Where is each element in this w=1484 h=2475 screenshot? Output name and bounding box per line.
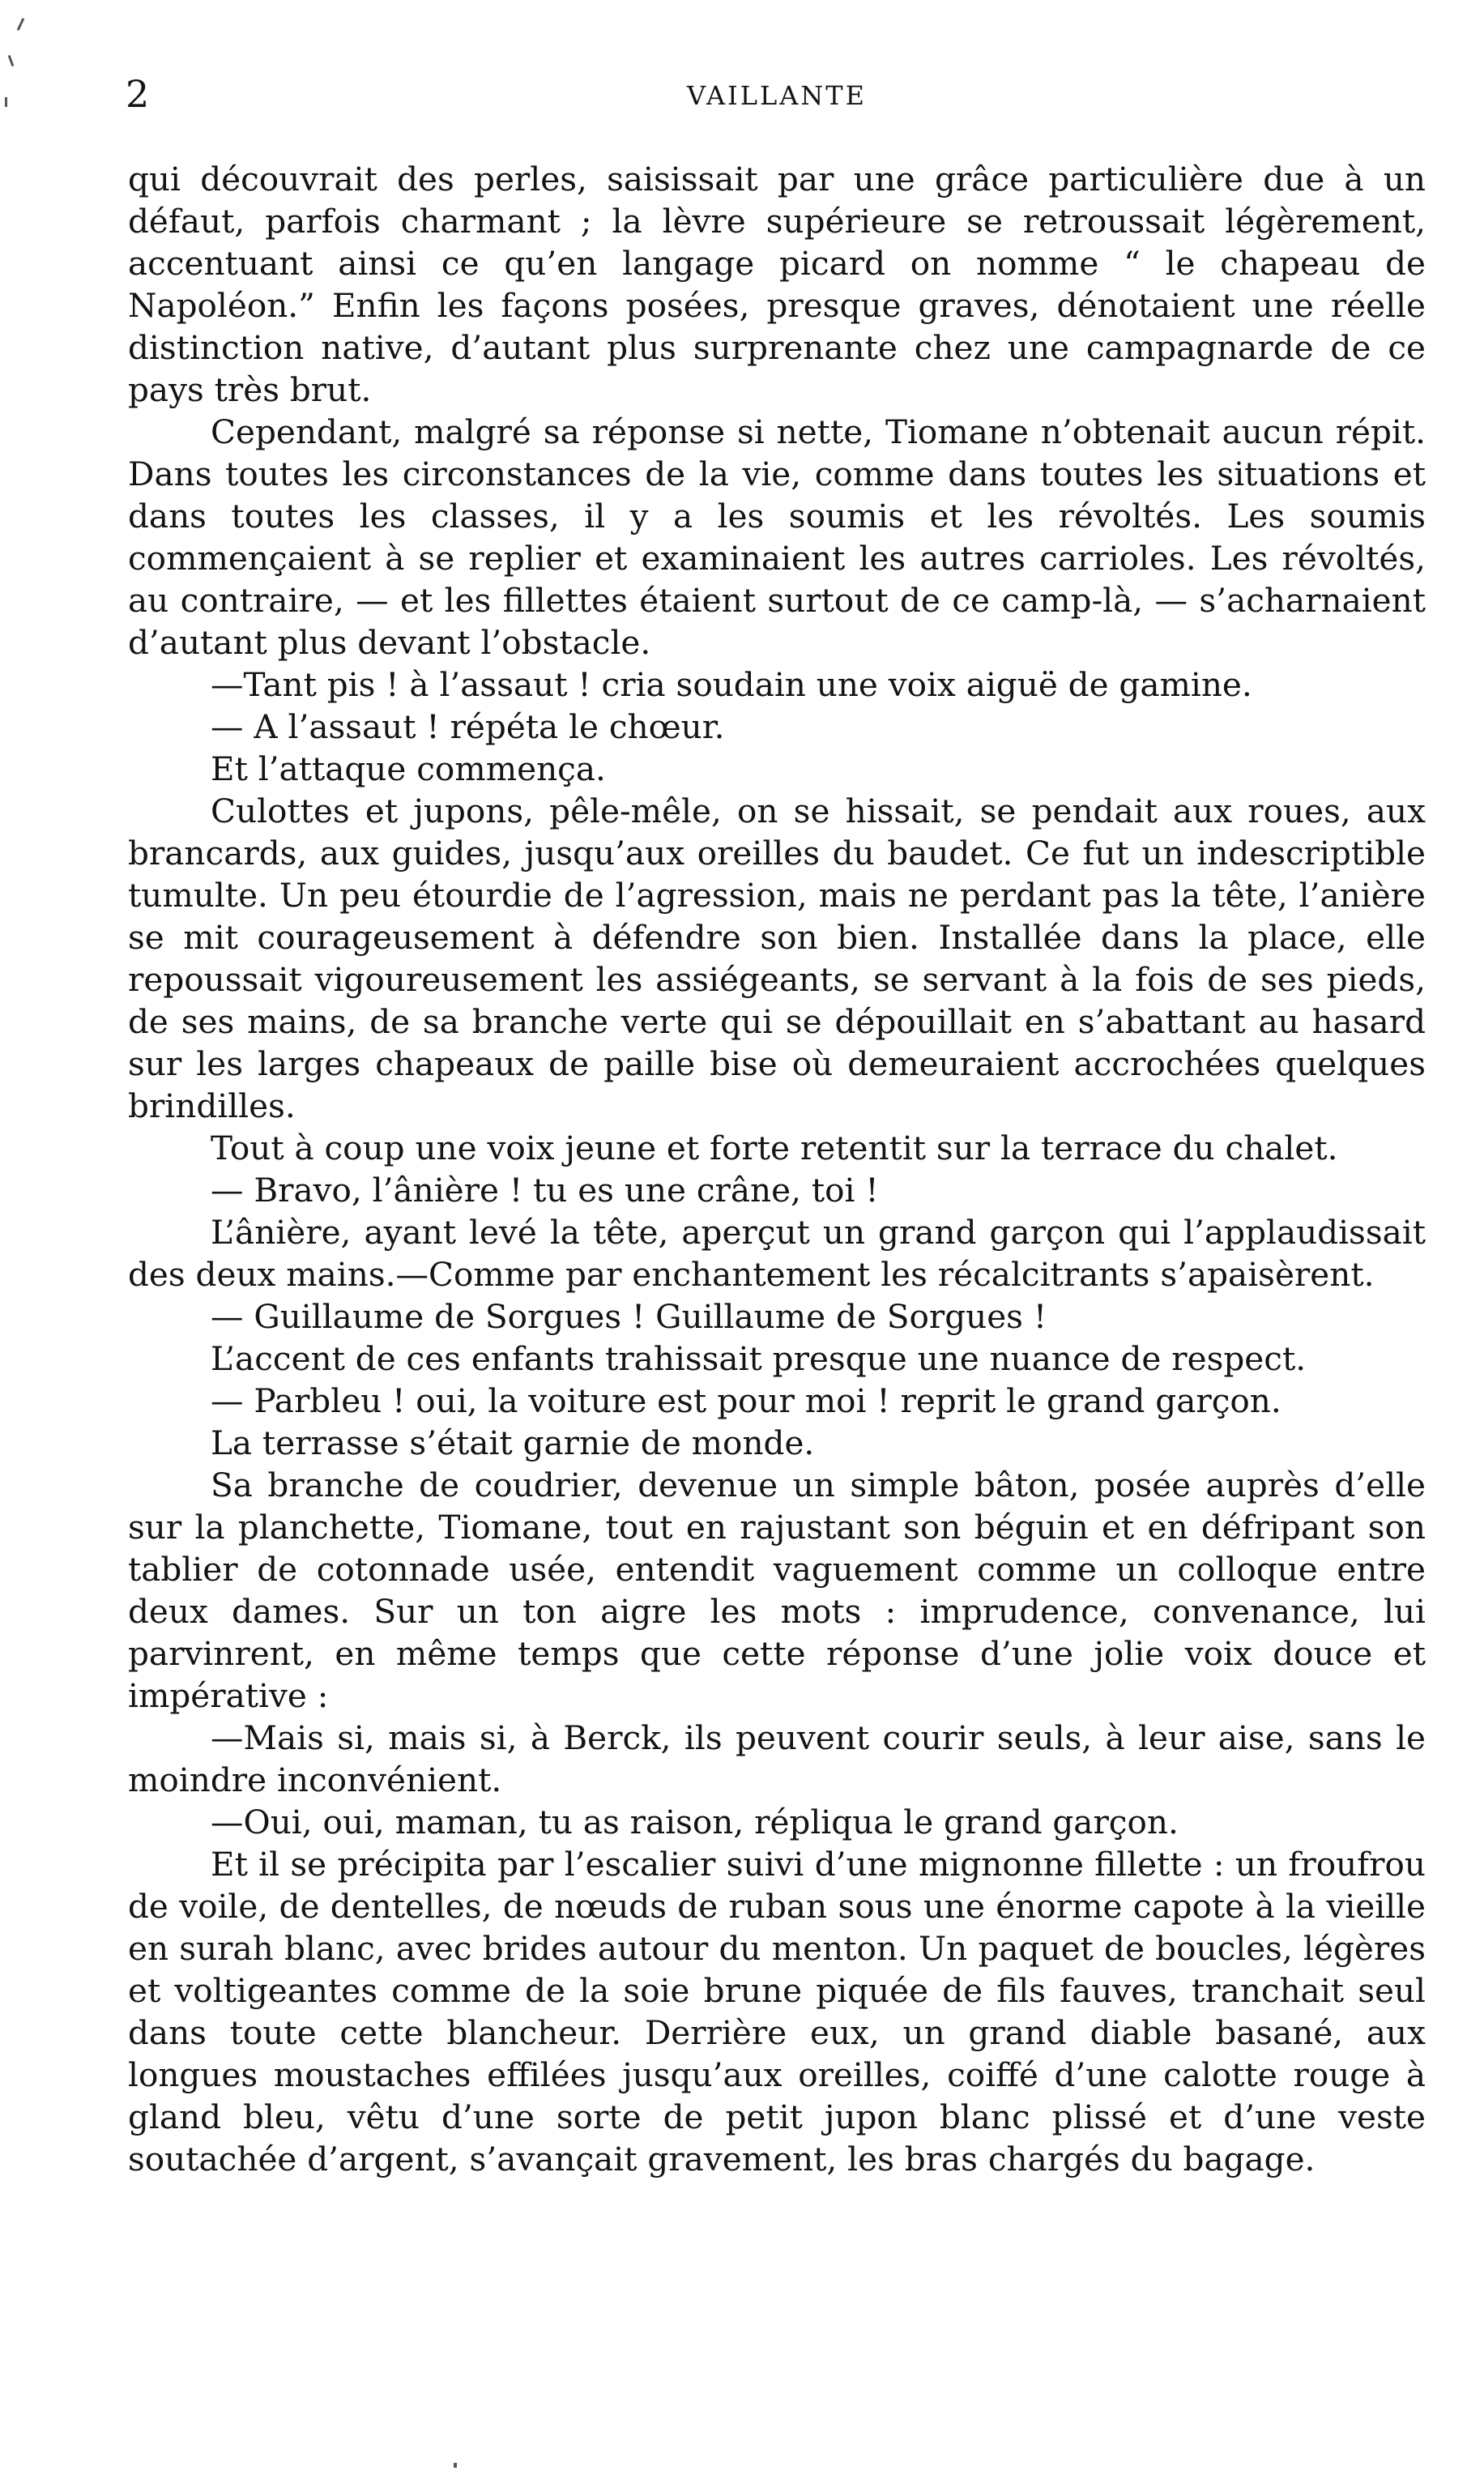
body-text bbox=[128, 158, 1426, 2297]
paragraph: Cependant, malgré sa réponse si nette, Tiomane n’obtenait aucun répit. Dans toutes les circonstances de la vie, comme dans toutes les situations et dans toutes les classes, il y a les soumis et les révoltés. Les soumis commençaient à se replier et examinaient les autres carrioles. Les révoltés, au contraire, — et les fillettes étaient surtout de ce camp-là, — s’acharnaient d’autant plus devant l’obstacle. bbox=[128, 412, 1426, 662]
dialogue-line: —Mais si, mais si, à Berck, ils peuvent courir seuls, à leur aise, sans le moindre inconvénient. bbox=[128, 1718, 1426, 1799]
paragraph: Et l’attaque commença. bbox=[211, 749, 606, 788]
dialogue-line: — Guillaume de Sorgues ! Guillaume de Sorgues ! bbox=[211, 1297, 1047, 1336]
dialogue-line: —Oui, oui, maman, tu as raison, répliqua le grand garçon. bbox=[211, 1803, 1179, 1841]
paragraph: qui découvrait des perles, saisissait par une grâce particulière due à un défaut, parfois charmant ; la lèvre supérieure se retroussait légèrement, accentuant ainsi ce qu’en langage picard on nomme “ le chapeau de Napoléon.” Enfin les façons posées, presque graves, dénotaient une réelle distinction native, d’autant plus surprenante chez une campagnarde de ce pays très brut. bbox=[128, 160, 1426, 409]
dialogue-line: — Bravo, l’ânière ! tu es une crâne, toi ! bbox=[211, 1171, 879, 1210]
dialogue-line: — Parbleu ! oui, la voiture est pour moi ! reprit le grand garçon. bbox=[211, 1381, 1281, 1420]
dialogue-line: — A l’assaut ! répéta le chœur. bbox=[211, 707, 725, 746]
paragraph: Et il se précipita par l’escalier suivi d’une mignonne fillette : un froufrou de voile, de dentelles, de nœuds de ruban sous une énorme capote à la vieille en surah blanc, avec brides autour du menton. Un paquet de boucles, légères et voltigeantes comme de la soie brune piquée de fils fauves, tranchait seul dans toute cette blancheur. Derrière eux, un grand diable basané, aux longues moustaches effilées jusqu’aux oreilles, coiffé d’une calotte rouge à gland bleu, vêtu d’une sorte de petit jupon blanc plissé et d’une veste soutachée d’argent, s’avançait gravement, les bras chargés du bagage. bbox=[128, 1845, 1426, 2178]
dialogue-line: —Tant pis ! à l’assaut ! cria soudain une voix aiguë de gamine. bbox=[211, 665, 1252, 704]
page-header bbox=[126, 71, 1428, 120]
margin-speck bbox=[5, 97, 7, 107]
paragraph: L’ânière, ayant levé la tête, aperçut un grand garçon qui l’applaudissait des deux mains.—Comme par enchantement les récalcitrants s’apaisèrent. bbox=[128, 1213, 1426, 1294]
margin-speck bbox=[454, 2463, 457, 2468]
page-number: 2 bbox=[126, 72, 150, 116]
margin-speck bbox=[17, 18, 24, 31]
paragraph: L’accent de ces enfants trahissait presque une nuance de respect. bbox=[211, 1339, 1307, 1378]
paragraph: Culottes et jupons, pêle-mêle, on se hissait, se pendait aux roues, aux brancards, aux guides, jusqu’aux oreilles du baudet. Ce fut un indescriptible tumulte. Un peu étourdie de l’agression, mais ne perdant pas la tête, l’anière se mit courageusement à défendre son bien. Installée dans la place, elle repoussait vigoureusement les assiégeants, se servant à la fois de ses pieds, de ses mains, de sa branche verte qui se dépouillait en s’abattant au hasard sur les larges chapeaux de paille bise où demeuraient accrochées quelques brindilles. bbox=[128, 792, 1426, 1125]
paragraph: Tout à coup une voix jeune et forte retentit sur la terrace du chalet. bbox=[211, 1129, 1338, 1167]
margin-speck bbox=[8, 55, 15, 66]
running-title: VAILLANTE bbox=[687, 80, 867, 111]
paragraph: Sa branche de coudrier, devenue un simple bâton, posée auprès d’elle sur la planchette, Tiomane, tout en rajustant son béguin et en défripant son tablier de cotonnade usée, entendit vaguement comme un colloque entre deux dames. Sur un ton aigre les mots : imprudence, convenance, lui parvinrent, en même temps que cette réponse d’une jolie voix douce et impérative : bbox=[128, 1466, 1426, 1715]
paragraph: La terrasse s’était garnie de monde. bbox=[211, 1423, 815, 1462]
